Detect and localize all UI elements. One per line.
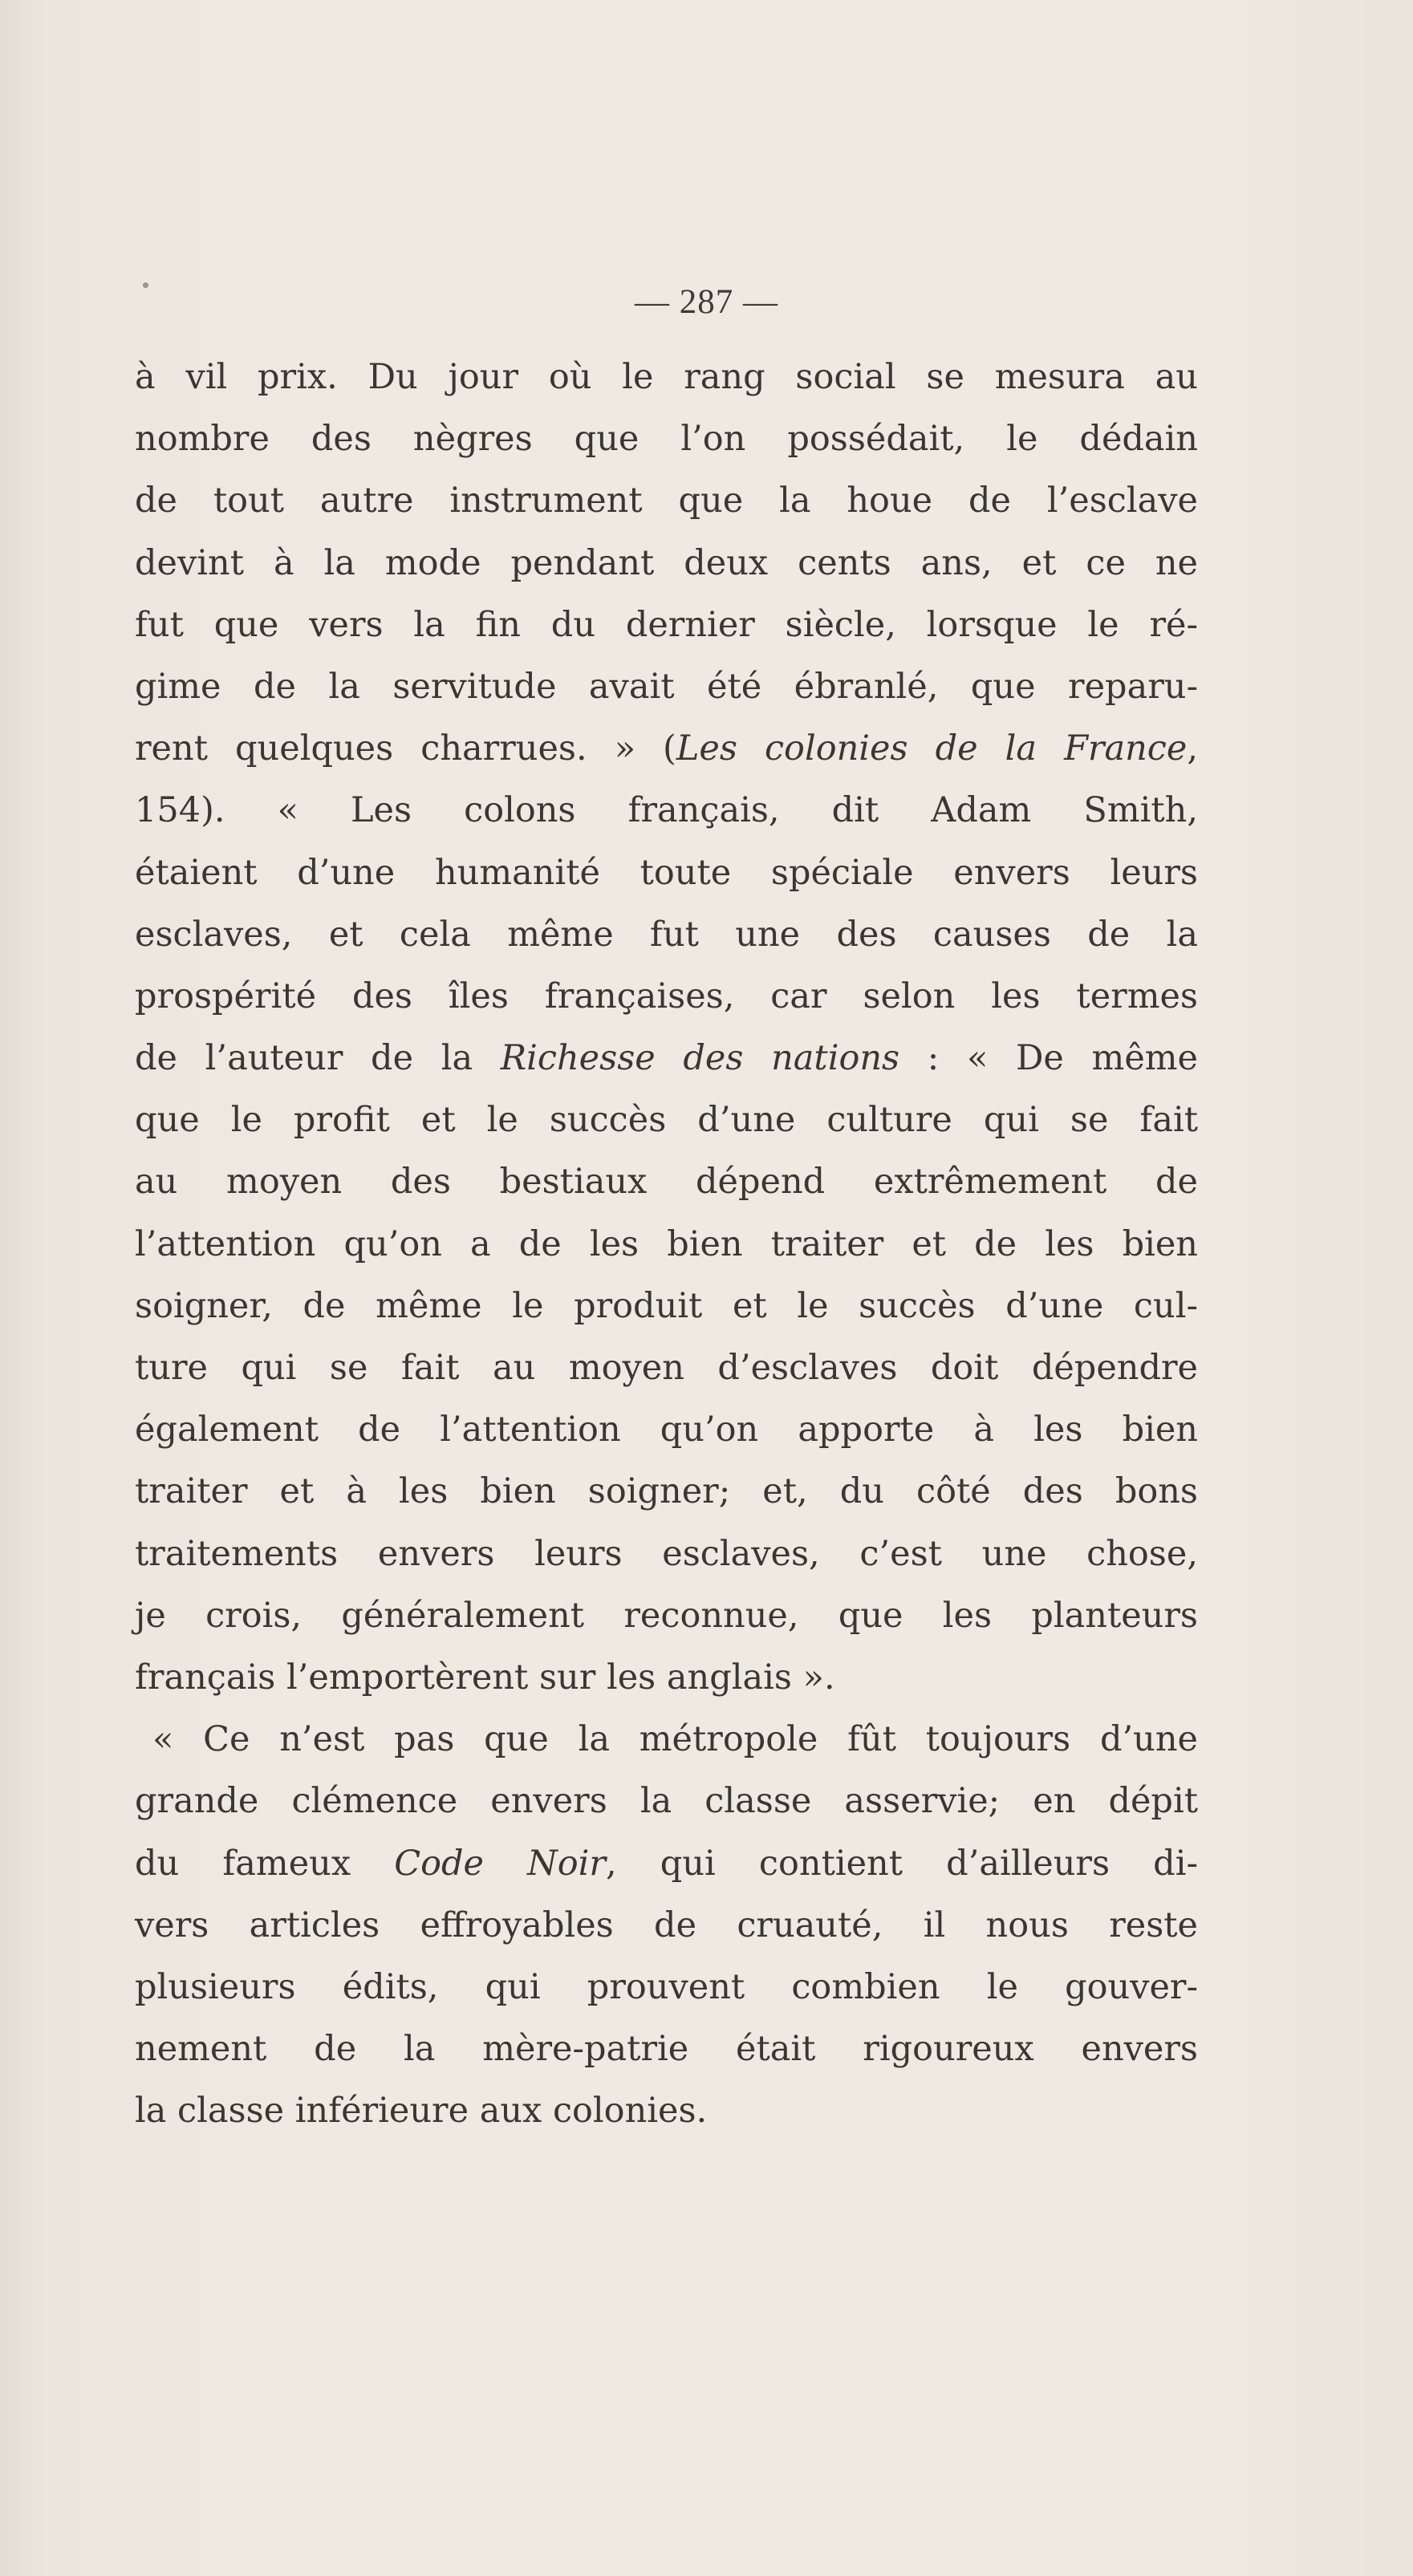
italic-title: Code Noir [394, 1843, 606, 1884]
text-line [135, 1585, 1198, 1647]
text-segment: la classe inférieure aux colonies. [135, 2091, 708, 2132]
text-segment: l’attention qu’on a de les bien traiter et de les bien [135, 1223, 1198, 1264]
text-line [135, 1089, 1198, 1151]
text-line [135, 842, 1198, 904]
text-segment: , qui contient d’ailleurs di- [605, 1843, 1198, 1884]
text-line [135, 1214, 1198, 1276]
text-segment: nombre des nègres que l’on possédait, le dédain [135, 419, 1198, 460]
body-text [135, 347, 1198, 2142]
text-line [135, 1709, 1198, 1771]
text-line [135, 1151, 1198, 1213]
text-line [135, 1276, 1198, 1337]
text-line [135, 470, 1198, 532]
text-line [135, 656, 1198, 718]
text-segment: soigner, de même le produit et le succès d’une cul- [135, 1285, 1198, 1326]
text-line [135, 347, 1198, 408]
text-segment: 154). « Les colons français, dit Adam Smith, [135, 790, 1198, 831]
text-line [135, 1523, 1198, 1585]
text-line [135, 1399, 1198, 1461]
text-line [135, 1895, 1198, 1957]
italic-title: Richesse des nations [500, 1038, 900, 1079]
text-segment: traitements envers leurs esclaves, c’est une chose, [135, 1533, 1198, 1574]
text-segment: : « De même [899, 1038, 1198, 1079]
text-line [135, 594, 1198, 656]
text-line [135, 2080, 1198, 2142]
text-segment: , [1187, 728, 1198, 769]
text-segment: plusieurs édits, qui prouvent combien le gouver- [135, 1966, 1198, 2007]
text-line [135, 1957, 1198, 2018]
text-line [135, 1461, 1198, 1523]
text-segment: traiter et à les bien soigner; et, du côté des bons [135, 1471, 1198, 1512]
text-segment: nement de la mère-patrie était rigoureux envers [135, 2029, 1198, 2070]
text-segment: vers articles effroyables de cruauté, il nous reste [135, 1905, 1198, 1945]
text-segment: esclaves, et cela même fut une des causes de la [135, 914, 1198, 955]
text-line [135, 1337, 1198, 1399]
italic-title: Les colonies de la France [676, 728, 1188, 769]
text-segment: de l’auteur de la [135, 1038, 501, 1079]
text-segment: grande clémence envers la classe asservie; en dépit [135, 1781, 1198, 1822]
text-line [135, 1833, 1198, 1895]
text-segment: de tout autre instrument que la houe de l’esclave [135, 481, 1198, 521]
text-line [135, 966, 1198, 1028]
text-line [135, 780, 1198, 842]
text-segment: à vil prix. Du jour où le rang social se mesura au [135, 357, 1198, 397]
text-line [135, 2018, 1198, 2080]
text-line [135, 1771, 1198, 1832]
text-segment: que le profit et le succès d’une culture qui se fait [135, 1100, 1198, 1141]
text-segment: devint à la mode pendant deux cents ans, et ce ne [135, 542, 1198, 583]
text-segment: « Ce n’est pas que la métropole fût toujours d’une [152, 1719, 1198, 1760]
text-segment: au moyen des bestiaux dépend extrêmement de [135, 1162, 1198, 1203]
text-segment: ture qui se fait au moyen d’esclaves doit dépendre [135, 1348, 1198, 1388]
text-line [135, 1028, 1198, 1089]
text-line [135, 904, 1198, 966]
text-segment: gime de la servitude avait été ébranlé, que reparu- [135, 666, 1198, 707]
text-segment: prospérité des îles françaises, car selon les termes [135, 976, 1198, 1016]
text-segment: rent quelques charrues. » ( [135, 728, 676, 769]
text-line [135, 408, 1198, 470]
text-line [135, 1647, 1198, 1709]
text-segment: je crois, généralement reconnue, que les planteurs [135, 1595, 1198, 1636]
text-line [135, 718, 1198, 780]
text-segment: étaient d’une humanité toute spéciale envers leurs [135, 852, 1198, 893]
text-segment: également de l’attention qu’on apporte à les bien [135, 1410, 1198, 1450]
text-segment: du fameux [135, 1843, 395, 1884]
text-line [135, 533, 1198, 594]
text-segment: français l’emportèrent sur les anglais ». [135, 1657, 835, 1698]
text-segment: fut que vers la fin du dernier siècle, lorsque le ré- [135, 604, 1198, 645]
page-number: — 287 — [635, 283, 778, 321]
